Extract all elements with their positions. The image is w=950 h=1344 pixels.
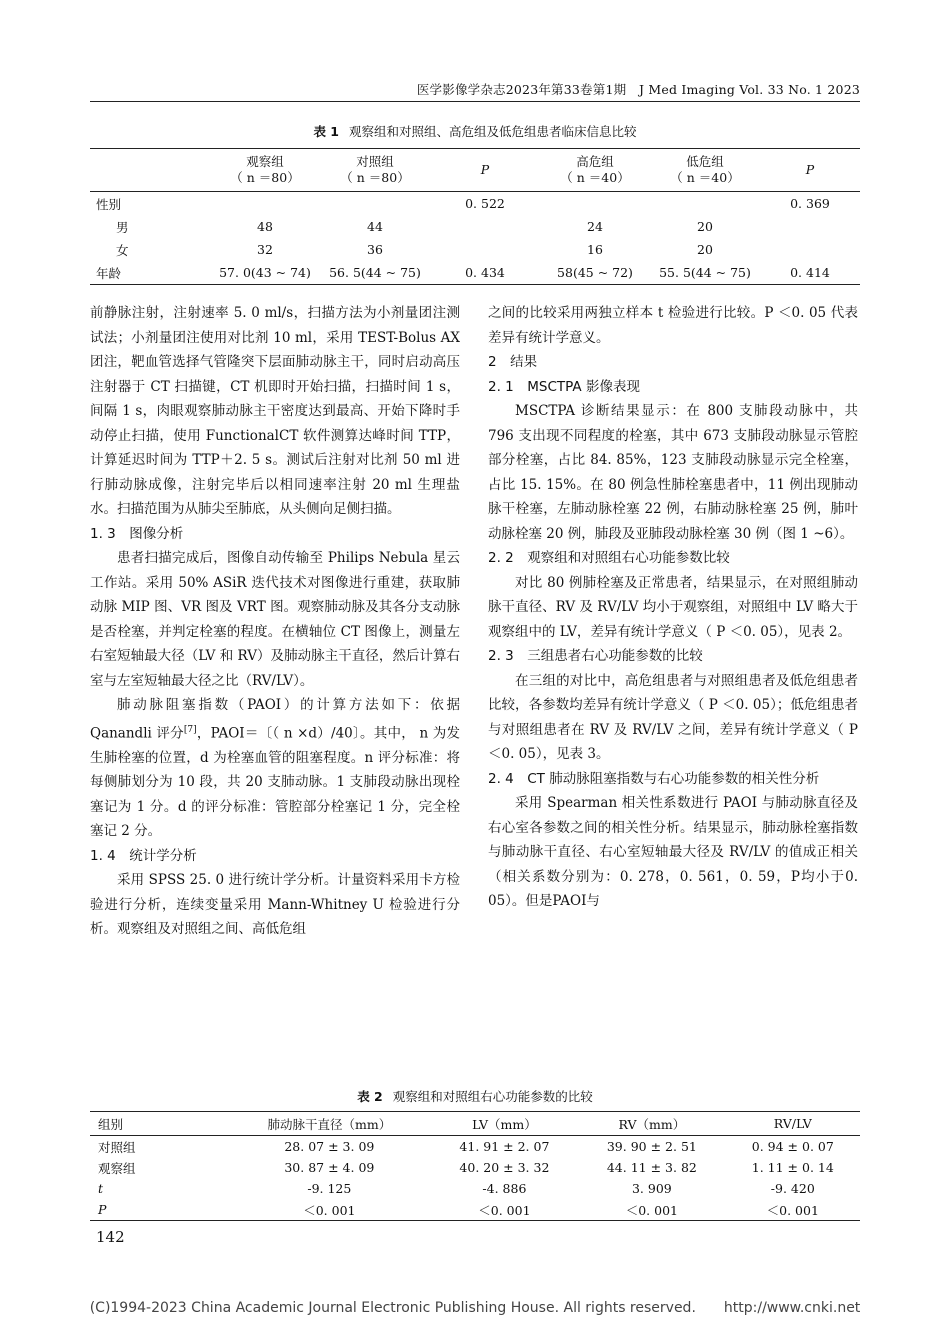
table-cell: 57. 0(43 ~ 74) bbox=[219, 265, 311, 280]
paragraph: 肺动脉阻塞指数（PAOI）的计算方法如下：依据 Qanandli 评分[7]，PAOI＝〔（ n ×d）/40〕。其中， n 为发生肺栓塞的位置，d 为栓塞血管的阻塞程度。n 评分标准：将每侧肺划分为 10 段，共 20 支肺动脉。1 支肺段动脉出现栓塞记为 1 分。d 的评分标准：管腔部分栓塞记 1 分，完全栓塞记 2 分。 bbox=[90, 697, 460, 839]
table-cell: ＜0. 001 bbox=[625, 1202, 678, 1218]
table1-title: 观察组和对照组、高危组及低危组患者临床信息比较 bbox=[349, 124, 637, 139]
row-label: 年龄 bbox=[96, 265, 122, 281]
row-label: 观察组 bbox=[98, 1160, 136, 1176]
paragraph: 对比 80 例肺栓塞及正常患者，结果显示，在对照组肺动脉干直径、RV 及 RV/LV 均小于观察组，对照组中 LV 略大于观察组中的 LV，差异有统计学意义（ P ＜0. 05），见表 2。 bbox=[488, 574, 858, 640]
table-cell bbox=[650, 192, 760, 216]
table2-col-header: RV（mm） bbox=[578, 1112, 725, 1136]
table-cell: 56. 5(44 ~ 75) bbox=[329, 265, 421, 280]
table-cell bbox=[320, 192, 430, 216]
table-cell: 0. 414 bbox=[790, 265, 830, 280]
table1-col-header: 高危组 （ n ＝40） bbox=[540, 149, 650, 192]
section-heading: 1. 3 图像分析 bbox=[90, 525, 184, 542]
table-cell: -9. 420 bbox=[770, 1181, 815, 1196]
table-row bbox=[90, 1178, 860, 1199]
table-cell: 36 bbox=[367, 242, 383, 257]
table-cell: 39. 90 ± 2. 51 bbox=[606, 1139, 697, 1154]
table-cell: 3. 909 bbox=[631, 1181, 672, 1196]
table-cell: ＜0. 001 bbox=[303, 1202, 356, 1218]
page-number: 142 bbox=[96, 1228, 125, 1246]
citation: [7] bbox=[183, 724, 197, 735]
table-cell: 41. 91 ± 2. 07 bbox=[459, 1139, 550, 1154]
running-header: 医学影像学杂志2023年第33卷第1期 J Med Imaging Vol. 33 No. 1 2023 bbox=[416, 82, 860, 97]
row-label: 对照组 bbox=[98, 1139, 136, 1155]
table-cell: 32 bbox=[257, 242, 273, 257]
table-cell: 44. 11 ± 3. 82 bbox=[606, 1160, 697, 1175]
row-label: 性别 bbox=[96, 196, 122, 212]
header-rule bbox=[90, 101, 860, 102]
right-column bbox=[488, 301, 858, 914]
row-label: P bbox=[98, 1202, 107, 1217]
table1-col-header: 观察组 （ n ＝80） bbox=[210, 149, 320, 192]
table-row bbox=[90, 1136, 860, 1158]
table1-corner bbox=[90, 149, 210, 192]
table-cell: 44 bbox=[367, 219, 383, 234]
table-cell: 30. 87 ± 4. 09 bbox=[284, 1160, 375, 1175]
table-cell: ＜0. 001 bbox=[766, 1202, 819, 1218]
table2-col-header: 组别 bbox=[90, 1112, 228, 1136]
table-row bbox=[90, 261, 860, 285]
paragraph: 患者扫描完成后，图像自动传输至 Philips Nebula 星云工作站。采用 50% ASiR 迭代技术对图像进行重建，获取肺动脉 MIP 图、VR 图及 VRT 图。观察肺动脉及其各分支动脉是否栓塞，并判定栓塞的程度。在横轴位 CT 图像上，测量左右室短轴最大径（LV 和 RV）及肺动脉主干直径，然后计算右室与左室短轴最大径之比（RV/LV）。 bbox=[90, 550, 460, 689]
copyright-footer: (C)1994-2023 China Academic Journal Electronic Publishing House. All rights reserved. http://www.cnki.net bbox=[89, 1300, 861, 1316]
table-cell: 58(45 ~ 72) bbox=[557, 265, 633, 280]
table1-caption bbox=[90, 122, 860, 140]
table-cell: -4. 886 bbox=[482, 1181, 527, 1196]
table2-col-header: RV/LV bbox=[726, 1112, 860, 1136]
table-cell bbox=[430, 215, 540, 238]
table2-col-header: 肺动脉干直径（mm） bbox=[228, 1112, 431, 1136]
table1-label: 表 1 bbox=[313, 124, 340, 139]
section-heading: 1. 4 统计学分析 bbox=[90, 847, 197, 864]
paragraph: 在三组的对比中，高危组患者与对照组患者及低危组患者比较，各参数均差异有统计学意义（ P ＜0. 05）；低危组患者与对照组患者在 RV 及 RV/LV 之间，差异有统计学意义（ P ＜0. 05），见表 3。 bbox=[488, 672, 858, 762]
table-cell: 0. 522 bbox=[465, 196, 505, 211]
paragraph: 采用 SPSS 25. 0 进行统计学分析。计量资料采用卡方检验进行分析，连续变量采用 Mann-Whitney U 检验进行分析。观察组及对照组之间、高低危组 bbox=[90, 872, 460, 937]
section-heading: 2. 3 三组患者右心功能参数的比较 bbox=[488, 648, 703, 664]
table-row bbox=[90, 238, 860, 261]
table-cell: 0. 369 bbox=[790, 196, 830, 211]
section-heading: 2. 4 CT 肺动脉阻塞指数与右心功能参数的相关性分析 bbox=[488, 770, 820, 787]
table1 bbox=[90, 148, 860, 285]
table-cell: -9. 125 bbox=[307, 1181, 352, 1196]
table-cell: ＜0. 001 bbox=[478, 1202, 531, 1218]
section-heading: 2. 1 MSCTPA 影像表现 bbox=[488, 378, 640, 395]
table-cell bbox=[760, 238, 860, 261]
table-cell: 16 bbox=[587, 242, 603, 257]
table2-header-row bbox=[90, 1112, 860, 1136]
table-row bbox=[90, 1157, 860, 1178]
table2-label: 表 2 bbox=[357, 1089, 383, 1104]
table-cell: 40. 20 ± 3. 32 bbox=[459, 1160, 550, 1175]
table-cell: 1. 11 ± 0. 14 bbox=[751, 1160, 834, 1175]
table2-col-header: LV（mm） bbox=[431, 1112, 578, 1136]
paragraph: MSCTPA 诊断结果显示：在 800 支肺段动脉中，共 796 支出现不同程度的栓塞，其中 673 支肺段动脉显示管腔部分栓塞，占比 84. 85%，123 支肺段动脉显示完全栓塞，占比 15. 15%。在 80 例急性肺栓塞患者中，11 例出现肺动脉干栓塞，左肺动脉栓塞 22 例，右肺动脉栓塞 25 例，肺叶动脉栓塞 20 例，肺段及亚肺段动脉栓塞 30 例（图 1 ~6）。 bbox=[488, 403, 858, 542]
table-cell bbox=[760, 215, 860, 238]
table-cell: 48 bbox=[257, 219, 273, 234]
table-cell: 28. 07 ± 3. 09 bbox=[284, 1139, 375, 1154]
table2-title: 观察组和对照组右心功能参数的比较 bbox=[392, 1089, 593, 1104]
table-cell bbox=[540, 192, 650, 216]
table-row bbox=[90, 215, 860, 238]
paragraph: 前静脉注射，注射速率 5. 0 ml/s，扫描方法为小剂量团注测试法；小剂量团注使用对比剂 10 ml，采用 TEST-Bolus AX 团注，靶血管选择气管隆突下层面肺动脉主干，同时启动高压注射器于 CT 扫描键，CT 机即时开始扫描，扫描时间 1 s，间隔 1 s，肉眼观察肺动脉主干密度达到最高、开始下降时手动停止扫描，使用 FunctionalCT 软件测算达峰时间 TTP，计算延迟时间为 TTP＋2. 5 s。测试后注射对比剂 50 ml 进行肺动脉成像，注射完毕后以相同速率注射 20 ml 生理盐水。扫描范围为从肺尖至肺底，从头侧向足侧扫描。 bbox=[90, 305, 460, 517]
table-cell: 20 bbox=[697, 219, 713, 234]
row-label: t bbox=[98, 1181, 104, 1196]
table1-col-header: 对照组 （ n ＝80） bbox=[320, 149, 430, 192]
row-label: 女 bbox=[116, 242, 129, 258]
section-heading: 2. 2 观察组和对照组右心功能参数比较 bbox=[488, 550, 730, 566]
table-cell: 24 bbox=[587, 219, 603, 234]
table-cell bbox=[210, 192, 320, 216]
table1-col-header: 低危组 （ n ＝40） bbox=[650, 149, 760, 192]
table2 bbox=[90, 1111, 860, 1221]
table-cell: 0. 434 bbox=[465, 265, 505, 280]
left-column bbox=[90, 301, 460, 942]
table-row bbox=[90, 192, 860, 216]
table-cell: 0. 94 ± 0. 07 bbox=[751, 1139, 834, 1154]
table1-col-header: P bbox=[760, 149, 860, 192]
section-heading: 2 结果 bbox=[488, 354, 538, 370]
table2-caption bbox=[90, 1087, 860, 1105]
paragraph: 之间的比较采用两独立样本 t 检验进行比较。P ＜0. 05 代表差异有统计学意义。 bbox=[488, 305, 858, 346]
table1-col-header: P bbox=[430, 149, 540, 192]
table-row bbox=[90, 1199, 860, 1221]
table-cell: 55. 5(44 ~ 75) bbox=[659, 265, 751, 280]
table-cell: 20 bbox=[697, 242, 713, 257]
table-cell bbox=[430, 238, 540, 261]
row-label: 男 bbox=[116, 219, 129, 235]
table1-header-row bbox=[90, 149, 860, 192]
paragraph: 采用 Spearman 相关性系数进行 PAOI 与肺动脉直径及右心室各参数之间的相关性分析。结果显示，肺动脉栓塞指数与肺动脉干直径、右心室短轴最大径及 RV/LV 的值成正相关（相关系数分别为：0. 278，0. 561，0. 59，P均小于0. 05）。但是PAOI与 bbox=[488, 795, 858, 909]
